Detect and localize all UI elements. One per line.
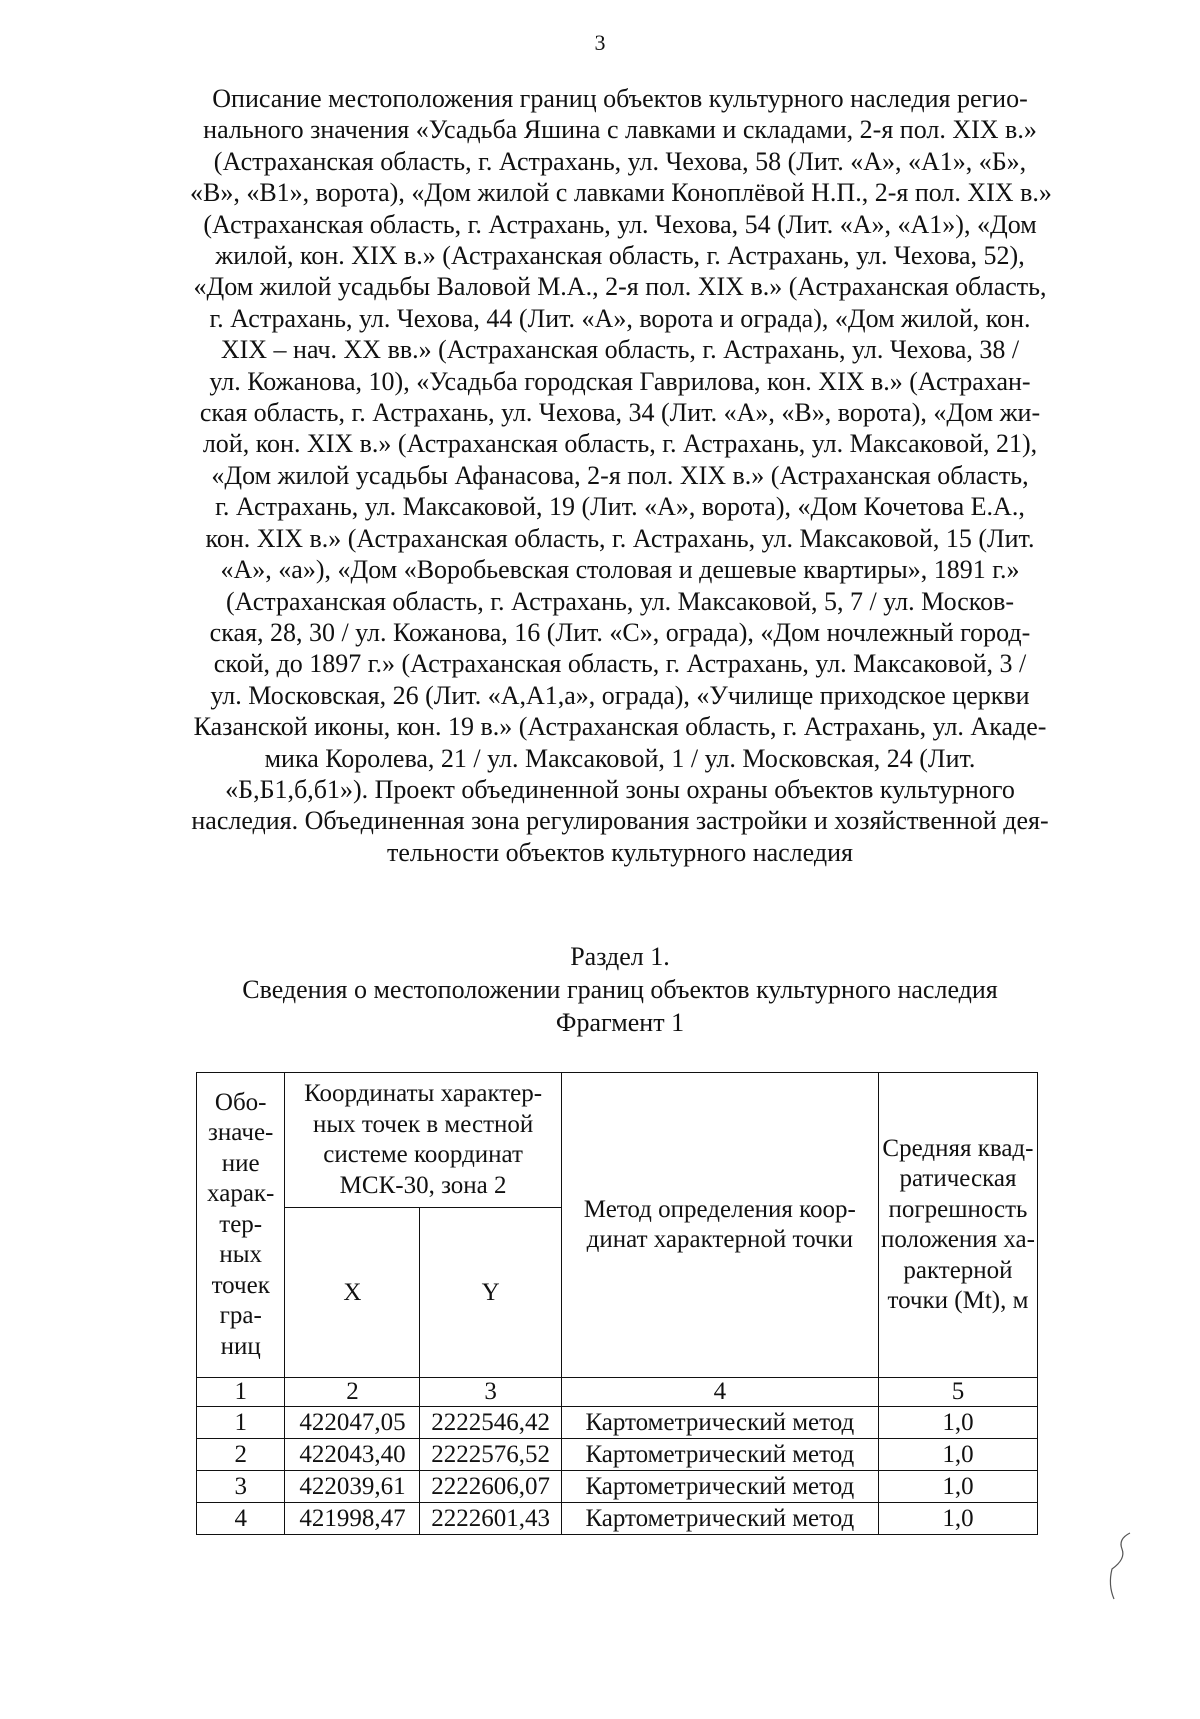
title-line: «Дом жилой усадьбы Валовой М.А., 2-я пол. XIX в.» (Астраханская область,: [193, 272, 1047, 302]
y-header: Y: [420, 1208, 561, 1378]
title-line: ул. Кожанова, 10), «Усадьба городская Гаврилова, кон. XIX в.» (Астрахан-: [209, 366, 1031, 396]
x-coordinate: 422039,61: [285, 1471, 420, 1503]
column-number: 5: [878, 1378, 1037, 1407]
title-line: лой, кон. XIX в.» (Астраханская область, г. Астрахань, ул. Максаковой, 21),: [202, 429, 1038, 459]
title-line: нального значения «Усадьба Яшина с лавками и складами, 2-я пол. XIX в.»: [203, 115, 1037, 145]
title-line: (Астраханская область, г. Астрахань, ул. Чехова, 58 (Лит. «А», «А1», «Б»,: [213, 146, 1027, 176]
title-line: (Астраханская область, г. Астрахань, ул. Чехова, 54 (Лит. «А», «А1»), «Дом: [203, 209, 1037, 239]
section-heading: [190, 940, 1050, 1039]
column-number: 4: [561, 1378, 878, 1407]
table-row: [197, 1407, 1038, 1439]
error-cell: 1,0: [878, 1407, 1037, 1439]
title-line: «Б,Б1,б,б1»). Проект объединенной зоны охраны объектов культурного: [225, 774, 1015, 804]
y-coordinate: 2222546,42: [420, 1407, 561, 1439]
title-line: ская, 28, 30 / ул. Кожанова, 16 (Лит. «С», ограда), «Дом ночлежный город-: [209, 617, 1031, 647]
table-row: [197, 1503, 1038, 1535]
document-title: [190, 83, 1050, 868]
point-number: 3: [197, 1471, 285, 1503]
error-cell: 1,0: [878, 1439, 1037, 1471]
method-cell: Картометрический метод: [561, 1407, 878, 1439]
section-label: Раздел 1.: [570, 942, 670, 971]
point-number: 2: [197, 1439, 285, 1471]
method-cell: Картометрический метод: [561, 1439, 878, 1471]
y-coordinate: 2222606,07: [420, 1471, 561, 1503]
x-coordinate: 422047,05: [285, 1407, 420, 1439]
point-designation-header: Обо- значе- ние харак- тер- ных точек гра- ниц: [197, 1073, 285, 1378]
page-number: 3: [594, 30, 606, 55]
title-line: тельности объектов культурного наследия: [387, 837, 853, 867]
title-line: «Дом жилой усадьбы Афанасова, 2-я пол. XIX в.» (Астраханская область,: [211, 460, 1029, 490]
error-header: Средняя квад- ратическая погрешность положения ха- рактерной точки (Mt), м: [878, 1073, 1037, 1378]
title-line: (Астраханская область, г. Астрахань, ул. Максаковой, 5, 7 / ул. Москов-: [225, 586, 1015, 616]
title-line: «А», «а»), «Дом «Воробьевская столовая и дешевые квартиры», 1891 г.»: [220, 555, 1020, 585]
section-title: Сведения о местоположении границ объектов культурного наследия: [242, 975, 998, 1004]
point-number: 4: [197, 1503, 285, 1535]
method-header: Метод определения коор- динат характерной точки: [561, 1073, 878, 1378]
method-cell: Картометрический метод: [561, 1471, 878, 1503]
title-line: г. Астрахань, ул. Чехова, 44 (Лит. «А», ворота и ограда), «Дом жилой, кон.: [209, 303, 1031, 333]
method-cell: Картометрический метод: [561, 1503, 878, 1535]
point-number: 1: [197, 1407, 285, 1439]
table-header-row: [197, 1073, 1038, 1208]
title-line: г. Астрахань, ул. Максаковой, 19 (Лит. «А», ворота), «Дом Кочетова Е.А.,: [215, 492, 1025, 522]
fragment-label: Фрагмент 1: [555, 1008, 685, 1037]
y-coordinate: 2222576,52: [420, 1439, 561, 1471]
title-line: XIX – нач. XX вв.» (Астраханская область, г. Астрахань, ул. Чехова, 38 /: [220, 335, 1020, 365]
error-cell: 1,0: [878, 1503, 1037, 1535]
x-coordinate: 422043,40: [285, 1439, 420, 1471]
title-line: жилой, кон. XIX в.» (Астраханская область, г. Астрахань, ул. Чехова, 52),: [215, 241, 1025, 271]
column-number: 3: [420, 1378, 561, 1407]
coordinates-header: Координаты характер- ных точек в местной системе координат МСК-30, зона 2: [285, 1073, 561, 1208]
column-number-row: [197, 1378, 1038, 1407]
title-line: «В», «В1», ворота), «Дом жилой с лавками Коноплёвой Н.П., 2-я пол. XIX в.»: [190, 178, 1052, 208]
error-cell: 1,0: [878, 1471, 1037, 1503]
title-line: кон. XIX в.» (Астраханская область, г. Астрахань, ул. Максаковой, 15 (Лит.: [205, 523, 1035, 553]
x-header: X: [285, 1208, 420, 1378]
title-line: мика Королева, 21 / ул. Максаковой, 1 / ул. Московская, 24 (Лит.: [264, 743, 976, 773]
title-line: Казанской иконы, кон. 19 в.» (Астраханская область, г. Астрахань, ул. Акаде-: [193, 712, 1047, 742]
title-line: ул. Московская, 26 (Лит. «А,А1,а», ограда), «Училище приходское церкви: [210, 680, 1030, 710]
x-coordinate: 421998,47: [285, 1503, 420, 1535]
title-line: ская область, г. Астрахань, ул. Чехова, 34 (Лит. «А», «В», ворота), «Дом жи-: [199, 398, 1041, 428]
title-line: Описание местоположения границ объектов культурного наследия регио-: [212, 84, 1028, 113]
y-coordinate: 2222601,43: [420, 1503, 561, 1535]
pen-mark: [1100, 1525, 1140, 1605]
coordinates-table: [196, 1072, 1038, 1535]
table-row: [197, 1471, 1038, 1503]
table-row: [197, 1439, 1038, 1471]
title-line: наследия. Объединенная зона регулирования застройки и хозяйственной дея-: [191, 806, 1049, 836]
column-number: 1: [197, 1378, 285, 1407]
title-line: ской, до 1897 г.» (Астраханская область, г. Астрахань, ул. Максаковой, 3 /: [213, 649, 1027, 679]
column-number: 2: [285, 1378, 420, 1407]
